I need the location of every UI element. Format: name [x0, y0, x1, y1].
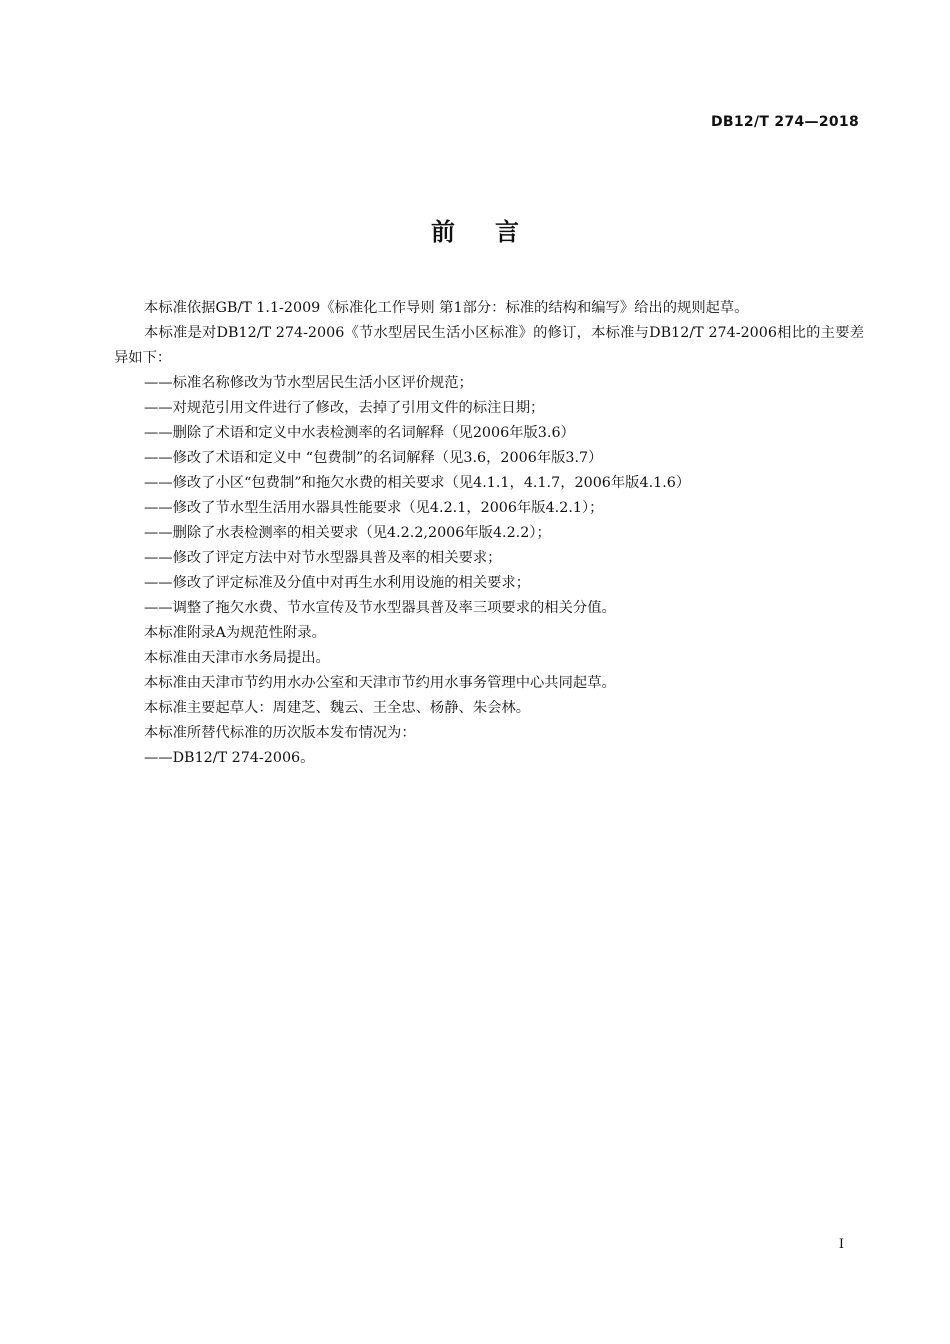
list-item: ——修改了评定标准及分值中对再生水利用设施的相关要求；	[144, 575, 531, 591]
paragraph-history-intro: 本标准所替代标准的历次版本发布情况为：	[144, 725, 416, 741]
list-item: ——修改了评定方法中对节水型器具普及率的相关要求；	[144, 550, 502, 566]
paragraph-drafting-units: 本标准由天津市节约用水办公室和天津市节约用水事务管理中心共同起草。	[144, 675, 616, 691]
paragraph-drafters: 本标准主要起草人：周建芝、魏云、王全忠、杨静、朱会林。	[144, 700, 531, 716]
list-item: ——修改了小区“包费制”和拖欠水费的相关要求（见4.1.1，4.1.7，2006年版4.1.6）	[144, 475, 691, 491]
list-item: ——删除了水表检测率的相关要求（见4.2.2,2006年版4.2.2）；	[144, 525, 551, 541]
change-list	[114, 371, 864, 621]
foreword-body	[114, 296, 864, 771]
list-item: ——修改了术语和定义中 “包费制”的名词解释（见3.6，2006年版3.7）	[144, 450, 603, 466]
paragraph-revision: 本标准是对DB12/T 274-2006《节水型居民生活小区标准》的修订，本标准与DB12/T 274-2006相比的主要差异如下：	[114, 325, 864, 366]
paragraph-annex: 本标准附录A为规范性附录。	[144, 625, 326, 641]
list-item: ——调整了拖欠水费、节水宣传及节水型器具普及率三项要求的相关分值。	[144, 600, 616, 616]
paragraph-history-item: ——DB12/T 274-2006。	[144, 750, 315, 766]
list-item: ——对规范引用文件进行了修改，去掉了引用文件的标注日期；	[144, 400, 545, 416]
page-number: I	[838, 1237, 844, 1252]
list-item: ——删除了术语和定义中水表检测率的名词解释（见2006年版3.6）	[144, 425, 575, 441]
document-code: DB12/T 274—2018	[711, 114, 859, 130]
page-title: 前言	[431, 218, 559, 246]
paragraph-basis: 本标准依据GB/T 1.1-2009《标准化工作导则 第1部分：标准的结构和编写》给出的规则起草。	[144, 300, 749, 316]
list-item: ——修改了节水型生活用水器具性能要求（见4.2.1，2006年版4.2.1）；	[144, 500, 604, 516]
paragraph-proposer: 本标准由天津市水务局提出。	[144, 650, 330, 666]
list-item: ——标准名称修改为节水型居民生活小区评价规范；	[144, 375, 473, 391]
